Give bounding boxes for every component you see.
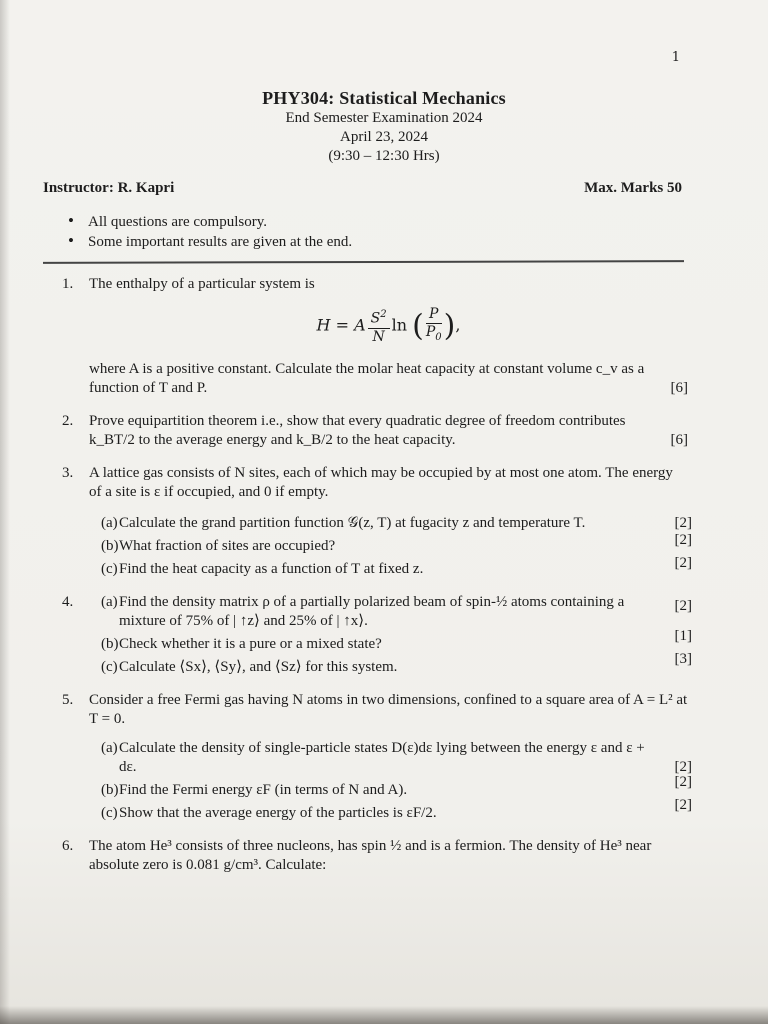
exam-header [0, 88, 768, 166]
sub-question-b [89, 627, 692, 654]
page-number: 1 [671, 50, 680, 65]
course-title: PHY304: Statistical Mechanics [262, 88, 506, 108]
sub-label: (c) [101, 804, 118, 821]
sub-question-c [89, 650, 692, 677]
sub-label: (c) [101, 658, 118, 675]
marks: [2] [674, 531, 692, 548]
question-number: 2. [62, 412, 74, 429]
marks: [2] [674, 773, 692, 790]
question-1 [62, 275, 688, 398]
instruction-item: • Some important results are given at the end. [66, 232, 352, 252]
sub-label: (b) [101, 537, 119, 554]
sub-text: Find the Fermi energy εF (in terms of N and A). [119, 781, 408, 798]
marks: [2] [674, 758, 692, 775]
sub-label: (c) [101, 560, 118, 577]
sub-text: Calculate ⟨Sx⟩, ⟨Sy⟩, and ⟨Sz⟩ for this system. [119, 658, 398, 675]
page-bottom-shadow [0, 1006, 768, 1024]
sub-question-a [89, 739, 692, 777]
question-number: 5. [62, 691, 74, 708]
marks: [2] [674, 796, 692, 813]
sub-text: Show that the average energy of the particles is εF/2. [119, 804, 437, 821]
question-continuation: where A is a positive constant. Calculate the molar heat capacity at constant volume c_v as a function of T and P. [89, 360, 645, 396]
instructions-list [66, 212, 352, 252]
question-5 [62, 691, 692, 823]
question-number: 6. [62, 837, 74, 854]
sub-text: What fraction of sites are occupied? [119, 537, 336, 554]
exam-date: April 23, 2024 [340, 129, 428, 145]
marks: [2] [674, 514, 692, 531]
marks: [6] [670, 431, 688, 448]
question-text: The enthalpy of a particular system is [89, 276, 315, 292]
marks: [2] [674, 597, 692, 614]
marks: [6] [670, 379, 688, 396]
sub-question-c [89, 554, 692, 579]
questions [62, 275, 692, 887]
sub-label: (a) [101, 514, 118, 531]
sub-question-b [89, 773, 692, 800]
question-2 [62, 412, 688, 450]
question-text: A lattice gas consists of N sites, each of which may be occupied by at most one atom. The energy of a site is ε if occupied, and 0 if empty. [89, 464, 673, 500]
question-number: 3. [62, 464, 74, 481]
question-4 [62, 593, 692, 677]
sub-label: (a) [101, 593, 118, 610]
sub-question-a [89, 514, 692, 533]
sub-question-c [89, 796, 692, 823]
enthalpy-equation: H = A $\frac{S^2}{N}$ ln ( $\frac{P}{P_0}$ ), [316, 306, 461, 345]
question-number: 4. [62, 593, 74, 610]
sub-question-b [89, 531, 692, 556]
question-3 [62, 464, 692, 579]
instructor: Instructor: R. Kapri [43, 180, 175, 196]
marks: [3] [674, 650, 692, 667]
exam-time: (9:30 – 12:30 Hrs) [328, 148, 440, 164]
sub-text: Find the density matrix ρ of a partially polarized beam of spin-½ atoms containing a mixture of 75% of | ↑z⟩ and 25% of | ↑x⟩. [119, 593, 625, 629]
meta-row [43, 180, 682, 197]
instruction-item: • All questions are compulsory. [66, 212, 352, 232]
sub-label: (b) [101, 635, 119, 652]
marks: [2] [674, 554, 692, 571]
divider-line [43, 260, 684, 263]
sub-label: (a) [101, 739, 118, 756]
sub-label: (b) [101, 781, 119, 798]
sub-text: Calculate the density of single-particle states D(ε)dε lying between the energy ε and ε + dε. [119, 739, 645, 775]
marks: [1] [674, 627, 692, 644]
sub-text: Find the heat capacity as a function of T at fixed z. [119, 560, 424, 577]
sub-question-a [89, 593, 692, 631]
question-number: 1. [62, 276, 74, 292]
sub-text: Check whether it is a pure or a mixed state? [119, 635, 382, 652]
question-text: Consider a free Fermi gas having N atoms in two dimensions, confined to a square area of A = L² at T = 0. [89, 691, 688, 727]
question-text: Prove equipartition theorem i.e., show that every quadratic degree of freedom contributes k_BT/2 to the average energy and k_B/2 to the heat capacity. [89, 412, 626, 448]
max-marks: Max. Marks 50 [584, 180, 682, 196]
exam-name: End Semester Examination 2024 [285, 110, 483, 126]
question-text: The atom He³ consists of three nucleons, has spin ½ and is a fermion. The density of He³ near absolute zero is 0.081 g/cm³. Calculate: [89, 837, 652, 873]
sub-text: Calculate the grand partition function 𝒢(z, T) at fugacity z and temperature T. [119, 514, 586, 531]
question-6 [62, 837, 688, 875]
